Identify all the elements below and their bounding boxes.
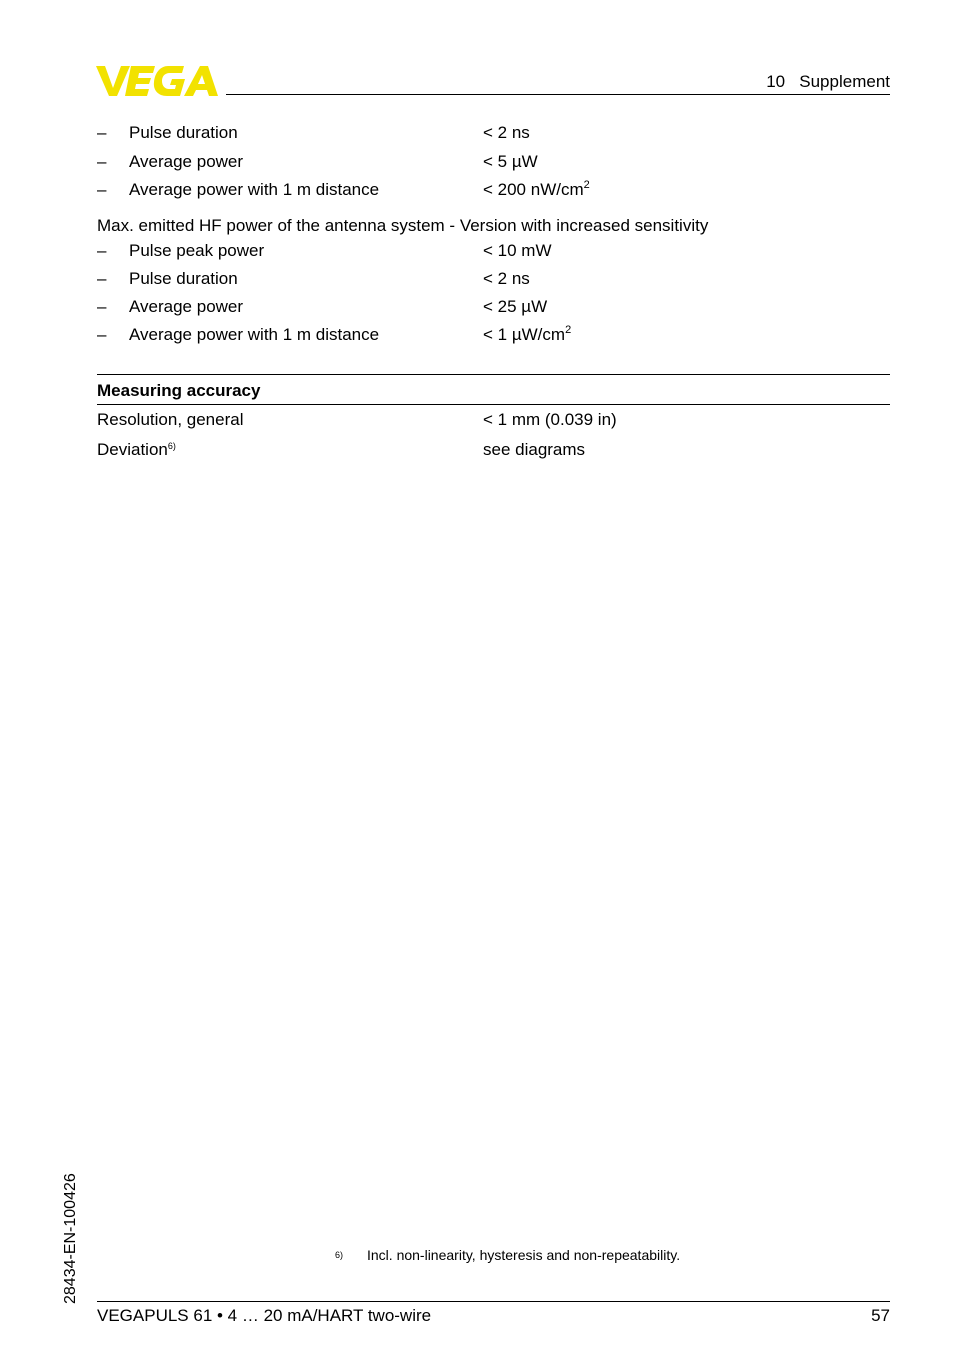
list-dash: – — [97, 269, 107, 288]
section-title: 10 Supplement — [766, 72, 890, 91]
vega-logo — [96, 64, 220, 98]
item-value: < 10 mW — [483, 241, 552, 260]
list-dash: – — [97, 325, 107, 344]
list-dash: – — [97, 180, 107, 199]
list-item — [97, 269, 890, 293]
footer-product: VEGAPULS 61 • 4 … 20 mA/HART two-wire — [97, 1306, 432, 1325]
item-value: < 25 µW — [483, 297, 548, 316]
list-item — [97, 152, 890, 176]
list-item — [97, 241, 890, 265]
item-label: Pulse duration — [129, 123, 238, 142]
item-label: Pulse duration — [129, 269, 238, 288]
item-label: Average power with 1 m distance — [129, 180, 380, 199]
list-dash: – — [97, 152, 107, 171]
list-item — [97, 325, 890, 349]
document-number: 28434-EN-100426 — [62, 1173, 79, 1304]
spec-label: Deviation$^{6)}$ — [97, 440, 176, 459]
list-dash: – — [97, 123, 107, 142]
item-value: < 5 µW — [483, 152, 538, 171]
section-rule-top — [97, 374, 890, 375]
section-rule-bottom — [97, 404, 890, 405]
item-label: Average power — [129, 152, 244, 171]
item-value: < 200 $nW/cm^2$ — [483, 179, 590, 199]
item-value: < 2 ns — [483, 123, 530, 142]
list-item — [97, 123, 890, 147]
measuring-accuracy-heading: Measuring accuracy — [97, 381, 261, 400]
item-label: Pulse peak power — [129, 241, 265, 260]
list-dash: – — [97, 241, 107, 260]
spec-value: see diagrams — [483, 440, 586, 459]
spec-row — [97, 410, 890, 434]
item-value: < 1 $\mu W/cm^2$ — [483, 324, 572, 344]
spec-row — [97, 440, 890, 464]
spec-label: Resolution, general — [97, 410, 244, 429]
footnote-text: Incl. non-linearity, hysteresis and non-repeatability. — [367, 1247, 681, 1263]
unit-superscript: 2 — [583, 179, 590, 191]
item-value: < 2 ns — [483, 269, 530, 288]
item-label: Average power — [129, 297, 244, 316]
increased-sensitivity-heading: Max. emitted HF power of the antenna system - Version with increased sensitivity — [97, 216, 709, 235]
spec-value: < 1 mm (0.039 in) — [483, 410, 617, 429]
footer-rule — [97, 1301, 890, 1302]
header-rule — [226, 94, 890, 95]
list-item — [97, 180, 890, 204]
footnote-reference[interactable]: 6) — [167, 441, 176, 451]
item-label: Average power with 1 m distance — [129, 325, 380, 344]
unit-superscript: 2 — [565, 324, 572, 336]
list-dash: – — [97, 297, 107, 316]
list-item — [97, 297, 890, 321]
footnote-mark: 6) — [335, 1250, 344, 1260]
page-number: 57 — [871, 1306, 890, 1325]
